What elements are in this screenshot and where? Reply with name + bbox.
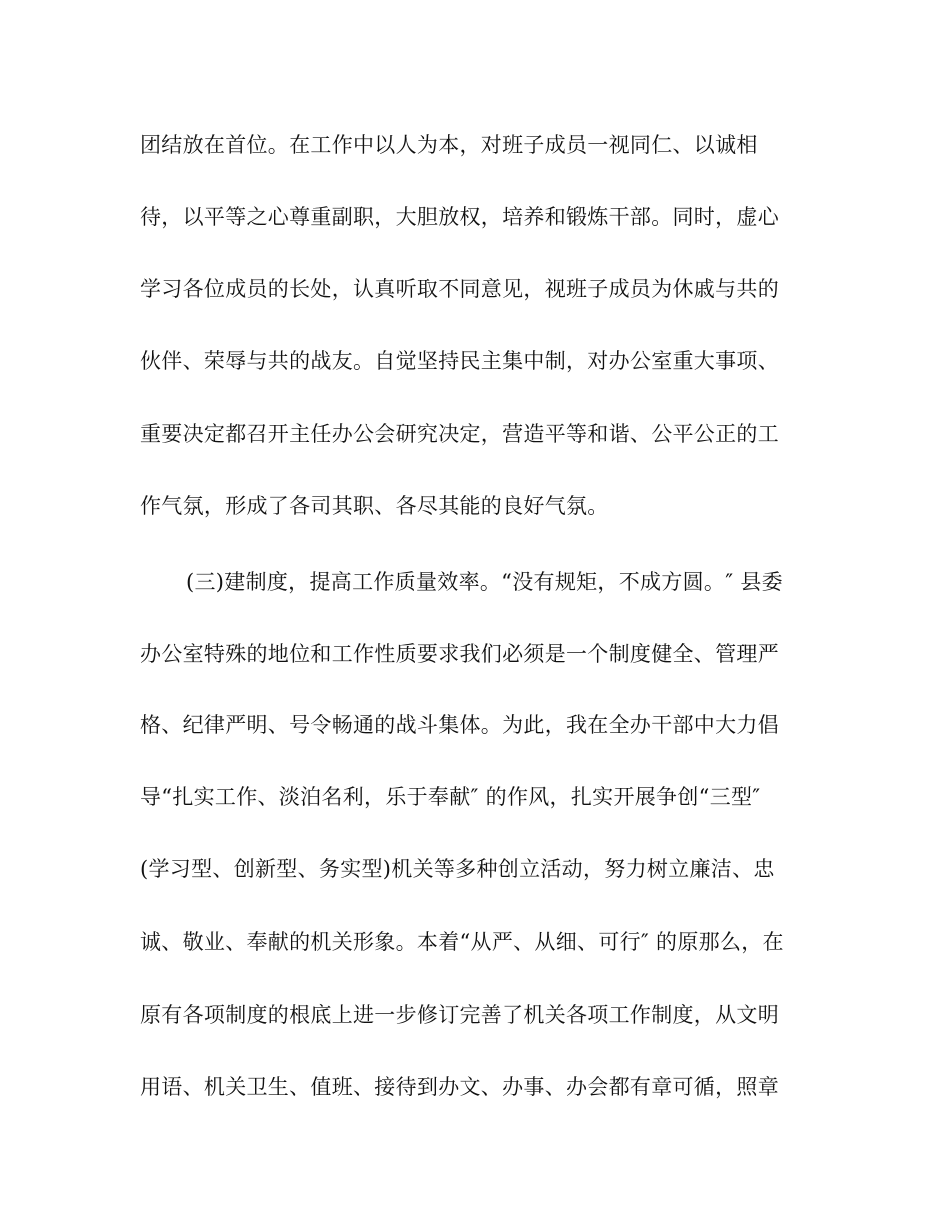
paragraph-line: 原有各项制度的根底上进一步修订完善了机关各项工作制度，从文明 <box>140 1003 779 1027</box>
paragraph-line: 待，以平等之心尊重副职，大胆放权，培养和锻炼干部。同时，虚心 <box>140 205 779 229</box>
paragraph-line: 作气氛，形成了各司其职、各尽其能的良好气氛。 <box>140 494 609 518</box>
paragraph-line: 学习各位成员的长处，认真听取不同意见，视班子成员为休戚与共的 <box>140 277 779 301</box>
paragraph-line: 用语、机关卫生、值班、接待到办文、办事、办会都有章可循，照章 <box>140 1075 779 1099</box>
paragraph-line: (学习型、创新型、务实型)机关等多种创立活动，努力树立廉洁、忠 <box>140 857 775 881</box>
paragraph-line: 团结放在首位。在工作中以人为本，对班子成员一视同仁、以诚相 <box>140 133 758 157</box>
paragraph-line: 伙伴、荣辱与共的战友。自觉坚持民主集中制，对办公室重大事项、 <box>140 349 779 373</box>
paragraph-line: 格、纪律严明、号令畅通的战斗集体。为此，我在全办干部中大力倡 <box>140 713 779 737</box>
paragraph-line: 重要决定都召开主任办公会研究决定，营造平等和谐、公平公正的工 <box>140 422 779 446</box>
paragraph-line: 办公室特殊的地位和工作性质要求我们必须是一个制度健全、管理严 <box>140 642 779 666</box>
paragraph-line: 诚、敬业、奉献的机关形象。本着“从严、从细、可行″ 的原那么，在 <box>140 930 784 954</box>
section-heading-line: (三)建制度，提高工作质量效率。“没有规矩，不成方圆。″ 县委 <box>186 570 783 594</box>
paragraph-line: 导“扎实工作、淡泊名利，乐于奉献″ 的作风，扎实开展争创“三型″ <box>140 785 761 809</box>
